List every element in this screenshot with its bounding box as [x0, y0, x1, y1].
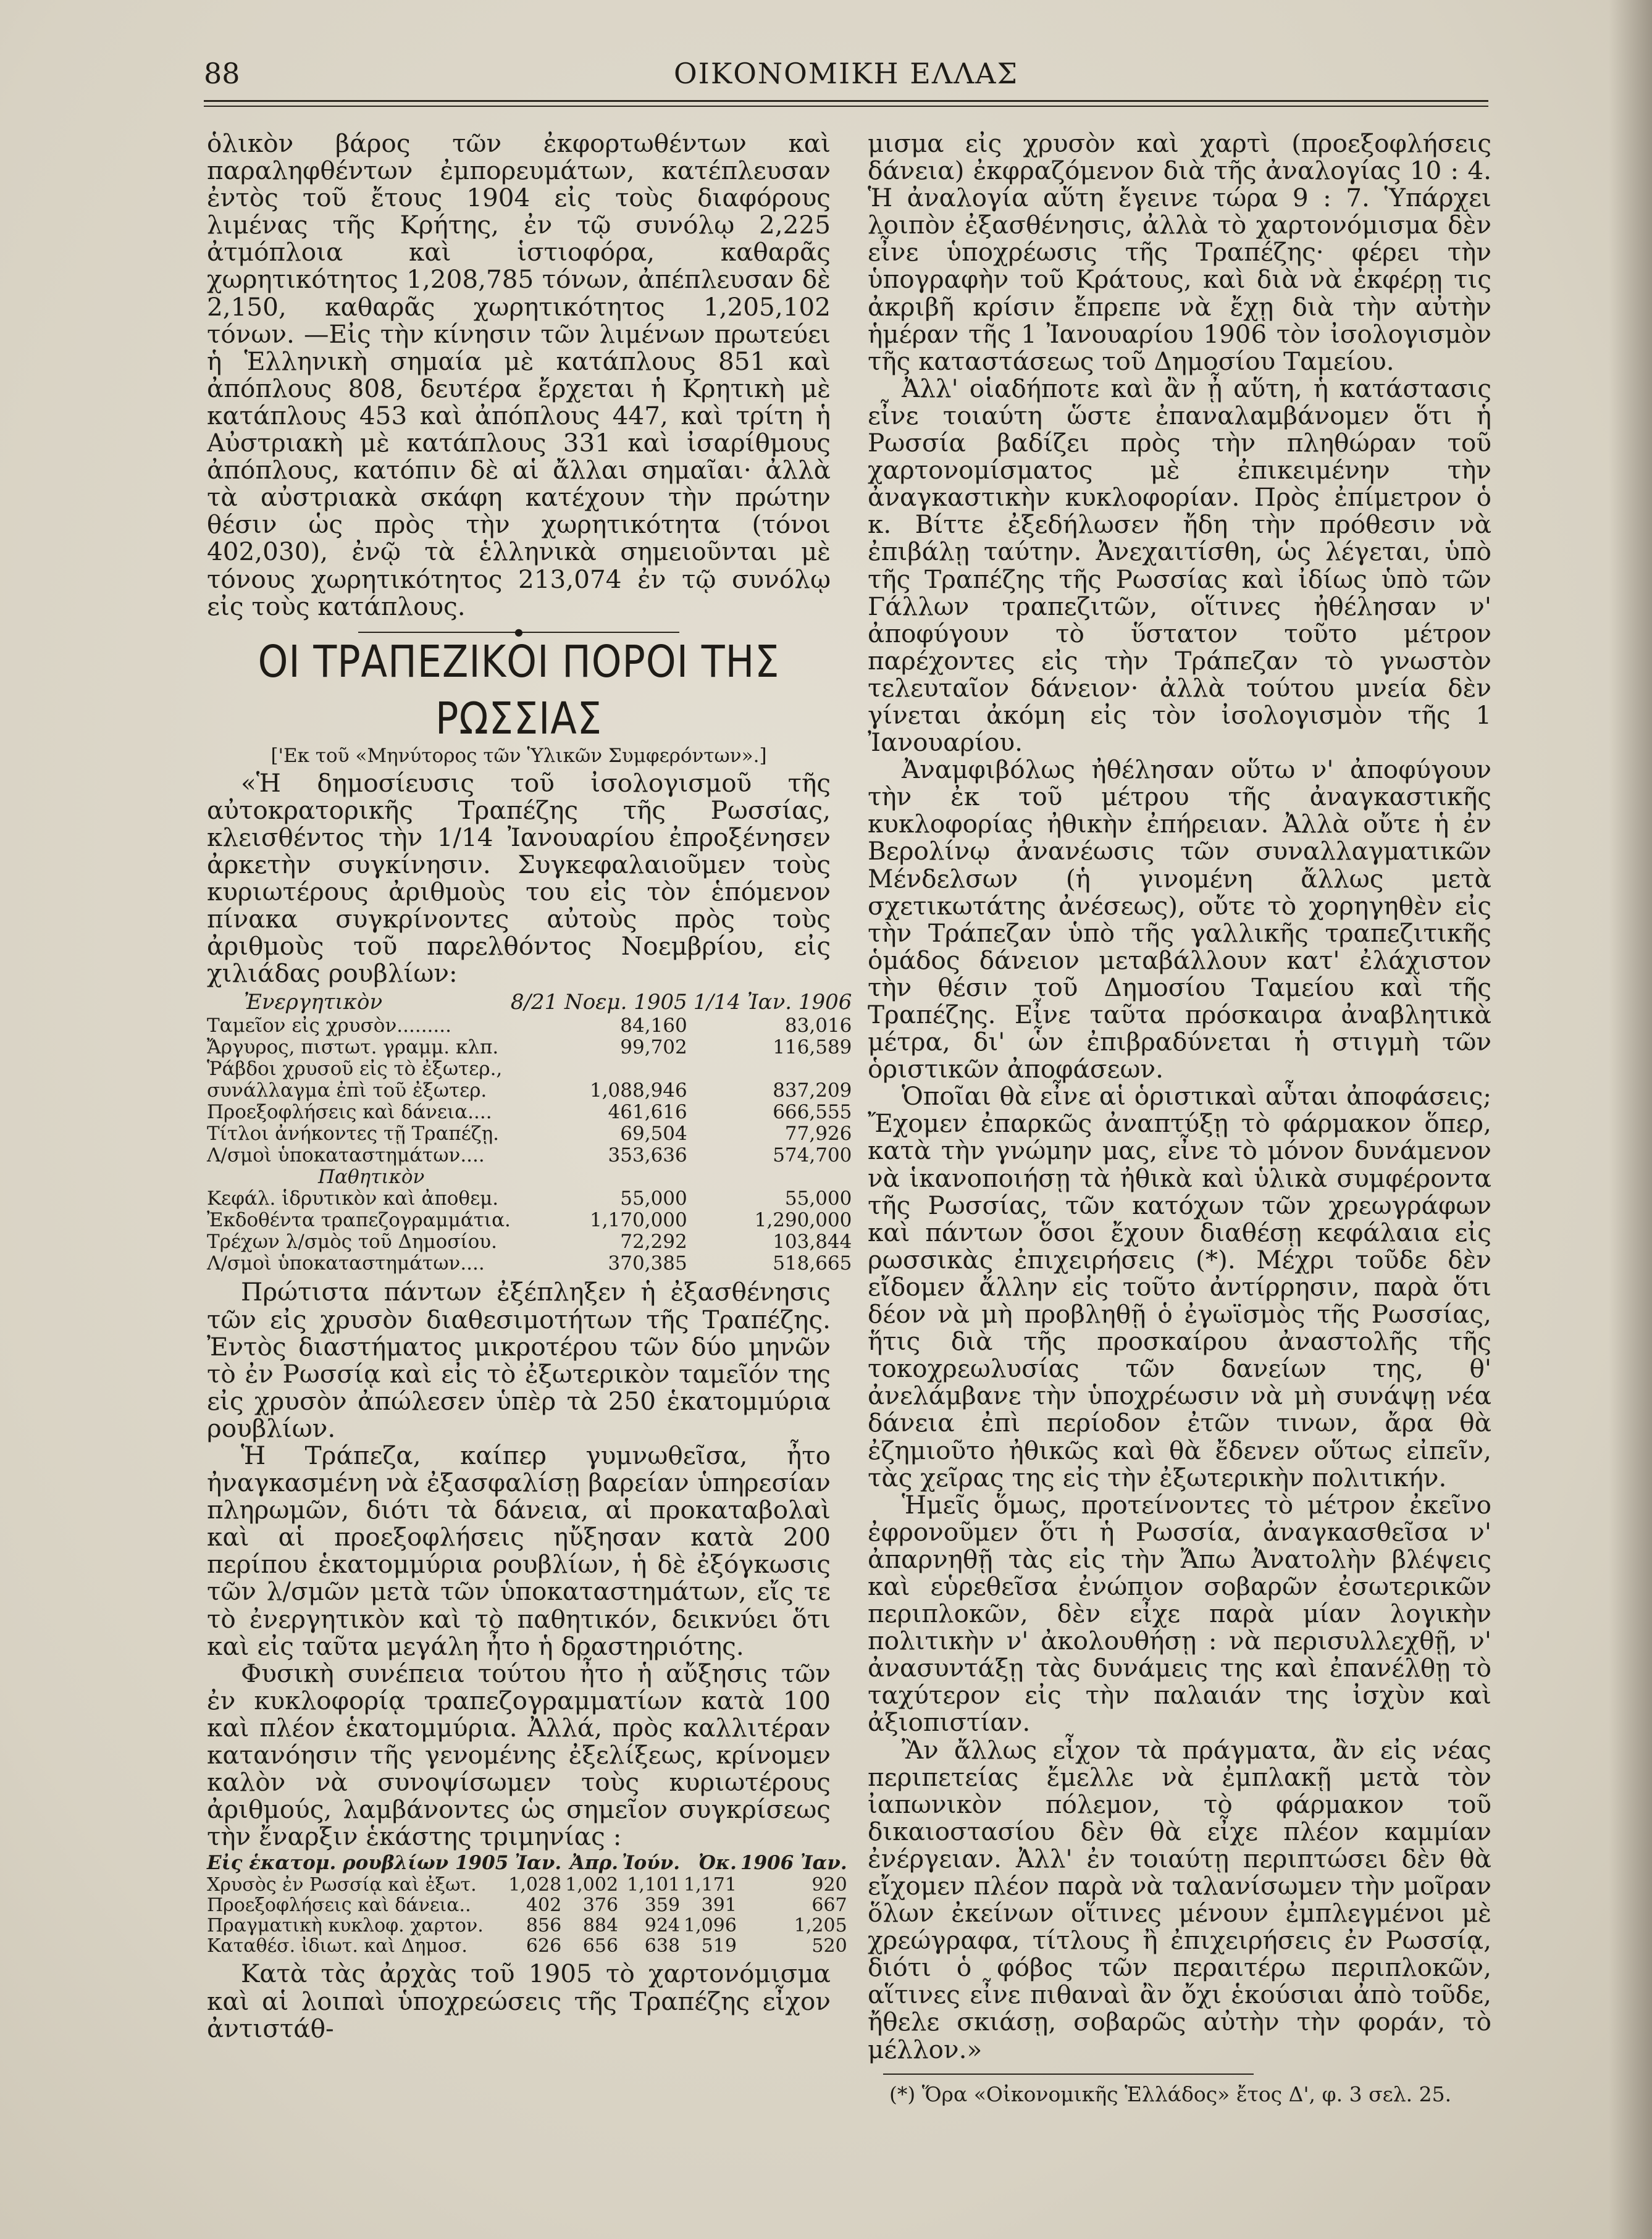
balance-table: [207, 989, 858, 1274]
quarterly-table: [207, 1851, 851, 1956]
row-label: Τίτλοι ἀνήκοντες τῇ Τραπέζῃ.: [207, 1123, 500, 1145]
row-value: 920: [811, 1874, 847, 1896]
row-value: 1,002: [565, 1874, 619, 1896]
row-label: Ἐκδοθέντα τραπεζογραμμάτια.: [207, 1209, 511, 1232]
right-column: [868, 130, 1491, 2063]
row-value: 402: [526, 1894, 562, 1917]
row-value: 1,088,946: [589, 1079, 687, 1102]
table-row: [207, 1936, 851, 1956]
row-label: Λ/σμοὶ ὑποκαταστημάτων....: [207, 1252, 485, 1275]
row-label: Ἄργυρος, πιστωτ. γραμμ. κλπ.: [207, 1036, 499, 1059]
row-value: 1,170,000: [589, 1209, 687, 1232]
table-row: [207, 1123, 858, 1145]
page-spine-shadow: [1609, 0, 1652, 2239]
row-label: Πραγματικὴ κυκλοφ. χαρτον.: [207, 1915, 484, 1937]
article-source: ['Εκ τοῦ «Μηνύτορος τῶν Ὑλικῶν Συμφερόντων».]: [270, 744, 767, 767]
row-value: 1,096: [684, 1915, 737, 1937]
article-paragraph: Ἡ Τράπεζα, καίπερ γυμνωθεῖσα, ἦτο ἠναγκασμένη νὰ ἐξασφαλίσῃ βαρείαν ὑπηρεσίαν πληρωμῶν, διότι τὰ δάνεια, αἱ προκαταβολαὶ καὶ αἱ προεξοφλήσεις ηὔξησαν κατὰ 200 περίπου ἑκατομμύρια ρουβλίων, ἡ δὲ ἐξόγκωσις τῶν λ/σμῶν μετὰ τῶν ὑποκαταστημάτων, εἴς τε τὸ ἐνεργητικὸν καὶ τὸ παθητικόν, δεικνύει ὅτι καὶ εἰς ταῦτα μεγάλη ἦτο ἡ δραστηριότης.: [207, 1441, 831, 1661]
balance-header-cell: 8/21 Νοεμ. 1905: [510, 990, 687, 1015]
row-label: Ταμεῖον εἰς χρυσὸν.........: [207, 1015, 451, 1037]
quarterly-header-cell: Ἰαν.: [514, 1852, 562, 1875]
row-value: 1,290,000: [754, 1209, 852, 1232]
row-value: 376: [582, 1894, 619, 1917]
page-header: [204, 57, 1488, 100]
row-value: 1,205: [794, 1915, 847, 1937]
table-row: [207, 1102, 858, 1123]
row-value: 99,702: [620, 1036, 687, 1059]
row-value: 884: [582, 1915, 619, 1937]
row-value: 116,589: [773, 1036, 852, 1059]
table-row: [207, 1253, 858, 1274]
intro-paragraph: ὁλικὸν βάρος τῶν ἐκφορτωθέντων καὶ παραληφθέντων ἐμπορευμάτων, κατέπλευσαν ἐντὸς τοῦ ἔτους 1904 εἰς τοὺς διαφόρους λιμένας τῆς Κρήτης, ἐν τῷ συνόλῳ 2,225 ἀτμόπλοια καὶ ἱστιοφόρα, καθαρᾶς χωρητικότητος 1,208,785 τόνων, ἀπέπλευσαν δὲ 2,150, καθαρᾶς χωρητικότητος 1,205,102 τόνων. —Εἰς τὴν κίνησιν τῶν λιμένων πρωτεύει ἡ Ἑλληνικὴ σημαία μὲ κατάπλους 851 καὶ ἀπόπλους 808, δευτέρα ἔρχεται ἡ Κρητικὴ μὲ κατάπλους 453 καὶ ἀπόπλους 447, καὶ τρίτη ἡ Αὐστριακὴ μὲ κατάπλους 331 καὶ ἰσαρίθμους ἀπόπλους, κατόπιν δὲ αἱ ἄλλαι σημαῖαι· ἀλλὰ τὰ αὐστριακὰ σκάφη κατέχουν τὴν πρώτην θέσιν ὡς πρὸς τὴν χωρητικότητα (τόνοι 402,030), ἐνῷ τὰ ἑλληνικὰ σημειοῦνται μὲ τόνους χωρητικότητος 213,074 ἐν τῷ συνόλῳ εἰς τοὺς κατάπλους.: [207, 128, 831, 621]
row-value: 461,616: [608, 1101, 687, 1124]
separator-dot: ●: [514, 626, 523, 638]
table-row: [207, 1080, 858, 1102]
row-label: Προεξοφλήσεις καὶ δάνεια..: [207, 1894, 471, 1917]
row-value: [511, 1058, 694, 1080]
header-rule: [204, 100, 1488, 107]
row-value: 574,700: [773, 1144, 852, 1167]
running-title: ΟΙΚΟΝΟΜΙΚΗ ΕΛΛΑΣ: [673, 57, 1019, 90]
row-label: Προεξοφλήσεις καὶ δάνεια....: [207, 1101, 492, 1124]
article-title: ΟΙ ΤΡΑΠΕΖΙΚΟΙ ΠΟΡΟΙ ΤΗΣ ΡΩΣΣΙΑΣ: [258, 635, 780, 745]
footnote: (*) Ὅρα «Οἰκονομικῆς Ἑλλάδος» ἔτος Δ', φ. 3 σελ. 25.: [889, 2082, 1452, 2106]
quarterly-header-cell: Ὀκ.: [698, 1852, 737, 1875]
row-value: 391: [701, 1894, 737, 1917]
article-paragraph: Πρώτιστα πάντων ἐξέπληξεν ἡ ἐξασθένησις τῶν εἰς χρυσὸν διαθεσιμοτήτων τῆς Τραπέζης. Ἐντὸς διαστήματος μικροτέρου τῶν δύο μηνῶν τὸ ἐν Ρωσσίᾳ καὶ εἰς τὸ ἐξωτερικὸν ταμεῖόν της εἰς χρυσὸν ἀπώλεσεν ὑπὲρ τὰ 250 ἑκατομμύρια ρουβλίων.: [207, 1277, 831, 1443]
row-value: 519: [701, 1935, 737, 1957]
article-paragraph: Ἀλλ' οἱαδήποτε καὶ ἂν ᾖ αὕτη, ἡ κατάστασις εἶνε τοιαύτη ὥστε ἐπαναλαμβάνομεν ὅτι ἡ Ρωσσία βαδίζει πρὸς τὴν πληθώραν τοῦ χαρτονομίσματος μὲ ἐπικειμένην τὴν ἀναγκαστικὴν κυκλοφορίαν. Πρὸς ἐπίμετρον ὁ κ. Βίττε ἐξεδήλωσεν ἤδη τὴν πρόθεσιν νὰ ἐπιβάλῃ ταύτην. Ἀνεχαιτίσθη, ὡς λέγεται, ὑπὸ τῆς Τραπέζης τῆς Ρωσσίας καὶ ἰδίως ὑπὸ τῶν Γάλλων τραπεζιτῶν, οἵτινες ἠθέλησαν ν' ἀποφύγουν τὸ ὕστατον τοῦτο μέτρον παρέχοντες εἰς τὴν Τράπεζαν τὸ γνωστὸν τελευταῖον δάνειον· ἀλλὰ τούτου μνεία δὲν γίνεται ἀκόμη εἰς τὸν ἰσολογισμὸν τῆς 1 Ἰανουαρίου.: [868, 373, 1491, 758]
left-column: [207, 128, 852, 2043]
article-paragraph: Ἂν ἄλλως εἶχον τὰ πράγματα, ἂν εἰς νέας περιπετείας ἔμελλε νὰ ἐμπλακῇ μετὰ τὸν ἰαπωνικὸν πόλεμον, τὸ φάρμακον τοῦ δικαιοστασίου δὲν θὰ εἶχε πλέον καμμίαν ἐνέργειαν. Ἀλλ' ἐν τοιαύτῃ περιπτώσει δὲν θὰ εἴχομεν πλέον παρὰ νὰ ταλανίσωμεν τὴν μοῖραν ὅλων ἐκείνων οἵτινες μένουν ἐμπλεγμένοι μὲ χρεώγραφα, τίτλους ἢ ἐπιχειρήσεις ἐν Ρωσσίᾳ, διότι ὁ φόβος τῶν περαιτέρω περιπλοκῶν, αἵτινες εἶνε πιθαναὶ ἂν ὄχι ἑκούσιαι ἀπὸ τοῦδε, ἤθελε σκιάσῃ, σοβαρῶς αὐτὴν τὴν φοράν, τὸ μέλλον.»: [868, 1735, 1491, 2064]
row-value: [694, 1058, 858, 1080]
liabilities-heading: Παθητικὸν: [318, 1166, 425, 1189]
balance-subheading-row: [207, 1166, 858, 1188]
row-value: 103,844: [773, 1231, 852, 1253]
article-paragraph: Φυσικὴ συνέπεια τούτου ἦτο ἡ αὔξησις τῶν ἐν κυκλοφορίᾳ τραπεζογραμματίων κατὰ 100 καὶ πλέον ἑκατομμύρια. Ἀλλά, πρὸς καλλιτέραν κατανόησιν τῆς γενομένης ἐξελίξεως, κρίνομεν καλὸν νὰ συνοψίσωμεν τοὺς κυριωτέρους ἀριθμούς, λαμβάνοντες ὡς σημεῖον συγκρίσεως τὴν ἔναρξιν ἑκάστης τριμηνίας :: [207, 1658, 831, 1852]
table-row: [207, 1058, 858, 1080]
table-row: [207, 1145, 858, 1166]
row-value: 72,292: [620, 1231, 687, 1253]
row-value: 837,209: [773, 1079, 852, 1102]
row-label: Χρυσὸς ἐν Ρωσσίᾳ καὶ ἐξωτ.: [207, 1874, 477, 1896]
table-row: [207, 1210, 858, 1231]
article-paragraph: «Ἡ δημοσίευσις τοῦ ἰσολογισμοῦ τῆς αὐτοκρατορικῆς Τραπέζης τῆς Ρωσσίας, κλεισθέντος τὴν 1/14 Ἰανουαρίου ἐπροξένησεν ἀρκετὴν συγκίνησιν. Συγκεφαλαιοῦμεν τοὺς κυριωτέρους ἀριθμοὺς του εἰς τὸν ἑπόμενον πίνακα συγκρίνοντες αὐτοὺς πρὸς τοὺς ἀριθμοὺς τοῦ παρελθόντος Νοεμβρίου, εἰς χιλιάδας ρουβλίων:: [207, 768, 831, 989]
row-value: 667: [811, 1894, 847, 1917]
row-value: 518,665: [773, 1252, 852, 1275]
row-value: 656: [582, 1935, 619, 1957]
row-value: 359: [644, 1894, 681, 1917]
row-label: Λ/σμοὶ ὑποκαταστημάτων....: [207, 1144, 485, 1167]
row-value: 84,160: [620, 1015, 687, 1037]
row-value: 55,000: [620, 1187, 687, 1210]
row-value: 77,926: [784, 1123, 852, 1145]
article-paragraph: Ἀναμφιβόλως ἠθέλησαν οὕτω ν' ἀποφύγουν τὴν ἐκ τοῦ μέτρου τῆς ἀναγκαστικῆς κυκλοφορίας ἠθικὴν ἐπήρειαν. Ἀλλὰ οὔτε ἡ ἐν Βερολίνῳ ἀνανέωσις τῶν συναλλαγματικῶν Μένδελσων (ἡ γινομένη ἄλλως μετὰ σχετικωτάτης ἀνέσεως), οὔτε τὸ χορηγηθὲν εἰς τὴν Τράπεζαν ὑπὸ τῆς γαλλικῆς τραπεζιτικῆς ὁμάδος δάνειον μεταβάλλουν κατ' ἐλάχιστον τὴν θέσιν τοῦ Δημοσίου Ταμείου καὶ τῆς Τραπέζης. Εἶνε ταῦτα πρόσκαιρα ἀναβλητικὰ μέτρα, δι' ὧν ἐπιβραδύνεται ἡ στιγμὴ τῶν ὁριστικῶν ἀποφάσεων.: [868, 755, 1491, 1084]
article-paragraph: Ἡμεῖς ὅμως, προτείνοντες τὸ μέτρον ἐκεῖνο ἐφρονοῦμεν ὅτι ἡ Ρωσσία, ἀναγκασθεῖσα ν' ἀπαρνηθῇ τὰς εἰς τὴν Ἄπω Ἀνατολὴν βλέψεις καὶ εὑρεθεῖσα ἐνώπιον σοβαρῶν ἐσωτερικῶν περιπλοκῶν, δὲν εἶχε παρὰ μίαν λογικὴν πολιτικὴν ν' ἀκολουθήσῃ : νὰ περισυλλεχθῇ, ν' ἀνασυντάξῃ τὰς δυνάμεις της καὶ ἐπανέλθῃ τὸ ταχύτερον εἰς τὴν παλαιάν της ἰσχὺν καὶ ἀξιοπιστίαν.: [868, 1489, 1491, 1738]
balance-header-cell: Ἐνεργητικὸν: [244, 990, 383, 1015]
quarterly-table-header: [207, 1851, 851, 1875]
article-paragraph: Κατὰ τὰς ἀρχὰς τοῦ 1905 τὸ χαρτονόμισμα καὶ αἱ λοιπαὶ ὑποχρεώσεις τῆς Τραπέζης εἶχον ἀντιστάθ-: [207, 1959, 831, 2043]
table-row: [207, 1037, 858, 1058]
page-number: 88: [204, 57, 240, 90]
row-value: 83,016: [784, 1015, 852, 1037]
article-paragraph: μισμα εἰς χρυσὸν καὶ χαρτὶ (προεξοφλήσεις δάνεια) ἐκφραζόμενον διὰ τῆς ἀναλογίας 10 : 4. Ἡ ἀναλογία αὕτη ἔγεινε τώρα 9 : 7. Ὑπάρχει λοιπὸν ἐξασθένησις, ἀλλὰ τὸ χαρτονόμισμα δὲν εἶνε ὑποχρέωσις τῆς Τραπέζης· φέρει τὴν ὑπογραφὴν τοῦ Κράτους, καὶ διὰ νὰ ἐκφέρῃ τις ἀκριβῆ κρίσιν ἔπρεπε νὰ ἔχῃ διὰ τὴν αὐτὴν ἡμέραν τῆς 1 Ἰανουαρίου 1906 τὸν ἰσολογισμὸν τῆς καταστάσεως τοῦ Δημοσίου Ταμείου.: [868, 128, 1491, 376]
quarterly-header-cell: Ἀπρ.: [569, 1852, 619, 1875]
row-value: 55,000: [784, 1187, 852, 1210]
row-value: 856: [526, 1915, 562, 1937]
row-value: 1,171: [684, 1874, 737, 1896]
row-value: 1,101: [627, 1874, 681, 1896]
table-row: [207, 1231, 858, 1253]
row-value: 638: [644, 1935, 681, 1957]
row-label: Τρέχων λ/σμὸς τοῦ Δημοσίου.: [207, 1231, 497, 1253]
row-value: 626: [526, 1935, 562, 1957]
row-value: 520: [811, 1935, 847, 1957]
balance-header-cell: 1/14 Ἰαν. 1906: [693, 990, 852, 1015]
footnote-rule: [883, 2074, 1254, 2075]
row-value: 69,504: [620, 1123, 687, 1145]
quarterly-header-cell: 1906 Ἰαν.: [740, 1852, 847, 1875]
table-row: [207, 1895, 851, 1915]
row-label: Καταθέσ. ἰδιωτ. καὶ Δημοσ.: [207, 1935, 468, 1957]
table-row: [207, 1015, 858, 1037]
table-row: [207, 1915, 851, 1936]
table-row: [207, 1188, 858, 1210]
quarterly-header-cell: Ἰούν.: [622, 1852, 681, 1875]
row-label: Κεφάλ. ἱδρυτικὸν καὶ ἀποθεμ.: [207, 1187, 499, 1210]
row-label: συνάλλαγμα ἐπὶ τοῦ ἐξωτερ.: [207, 1079, 487, 1102]
row-value: 1,028: [508, 1874, 562, 1896]
row-value: 666,555: [773, 1101, 852, 1124]
balance-table-header: [207, 989, 858, 1015]
row-value: 353,636: [608, 1144, 687, 1167]
row-value: 370,385: [608, 1252, 687, 1275]
table-row: [207, 1875, 851, 1895]
row-value: 924: [644, 1915, 681, 1937]
quarterly-header-cell: Εἰς ἑκατομ. ρουβλίων 1905: [207, 1852, 509, 1875]
row-label: Ῥάβδοι χρυσοῦ εἰς τὸ ἐξωτερ.,: [207, 1058, 503, 1081]
article-paragraph: Ὁποῖαι θὰ εἶνε αἱ ὁριστικαὶ αὗται ἀποφάσεις; Ἔχομεν ἐπαρκῶς ἀναπτύξῃ τὸ φάρμακον ὅπερ, κατὰ τὴν γνώμην μας, εἶνε τὸ μόνον δυνάμενον νὰ ἱκανοποιήσῃ τὰ ἠθικὰ καὶ ὑλικὰ συμφέροντα τῆς Ρωσσίας, τῶν κατόχων τῶν χρεωγράφων καὶ πάντων ὅσοι ἔχουν διαθέσῃ κεφάλαια εἰς ρωσσικὰς ἐπιχειρήσεις (*). Μέχρι τοῦδε δὲν εἴδομεν ἄλλην εἰς τοῦτο ἀντίρρησιν, παρὰ ὅτι δέον νὰ μὴ προβληθῇ ὁ ἐγωϊσμὸς τῆς Ρωσσίας, ἥτις διὰ τῆς προσκαίρου ἀναστολῆς τῆς τοκοχρεωλυσίας τῶν δανείων της, θ' ἀνελάμβανε τὴν ὑποχρέωσιν νὰ μὴ συνάψῃ νέα δάνεια ἐπὶ περίοδον ἐτῶν τινων, ἄρα θὰ ἐζημιοῦτο ἠθικῶς καὶ θὰ ἔδενεν οὕτως εἰπεῖν, τὰς χεῖρας της εἰς τὴν ἐξωτερικὴν πολιτικήν.: [868, 1081, 1491, 1492]
